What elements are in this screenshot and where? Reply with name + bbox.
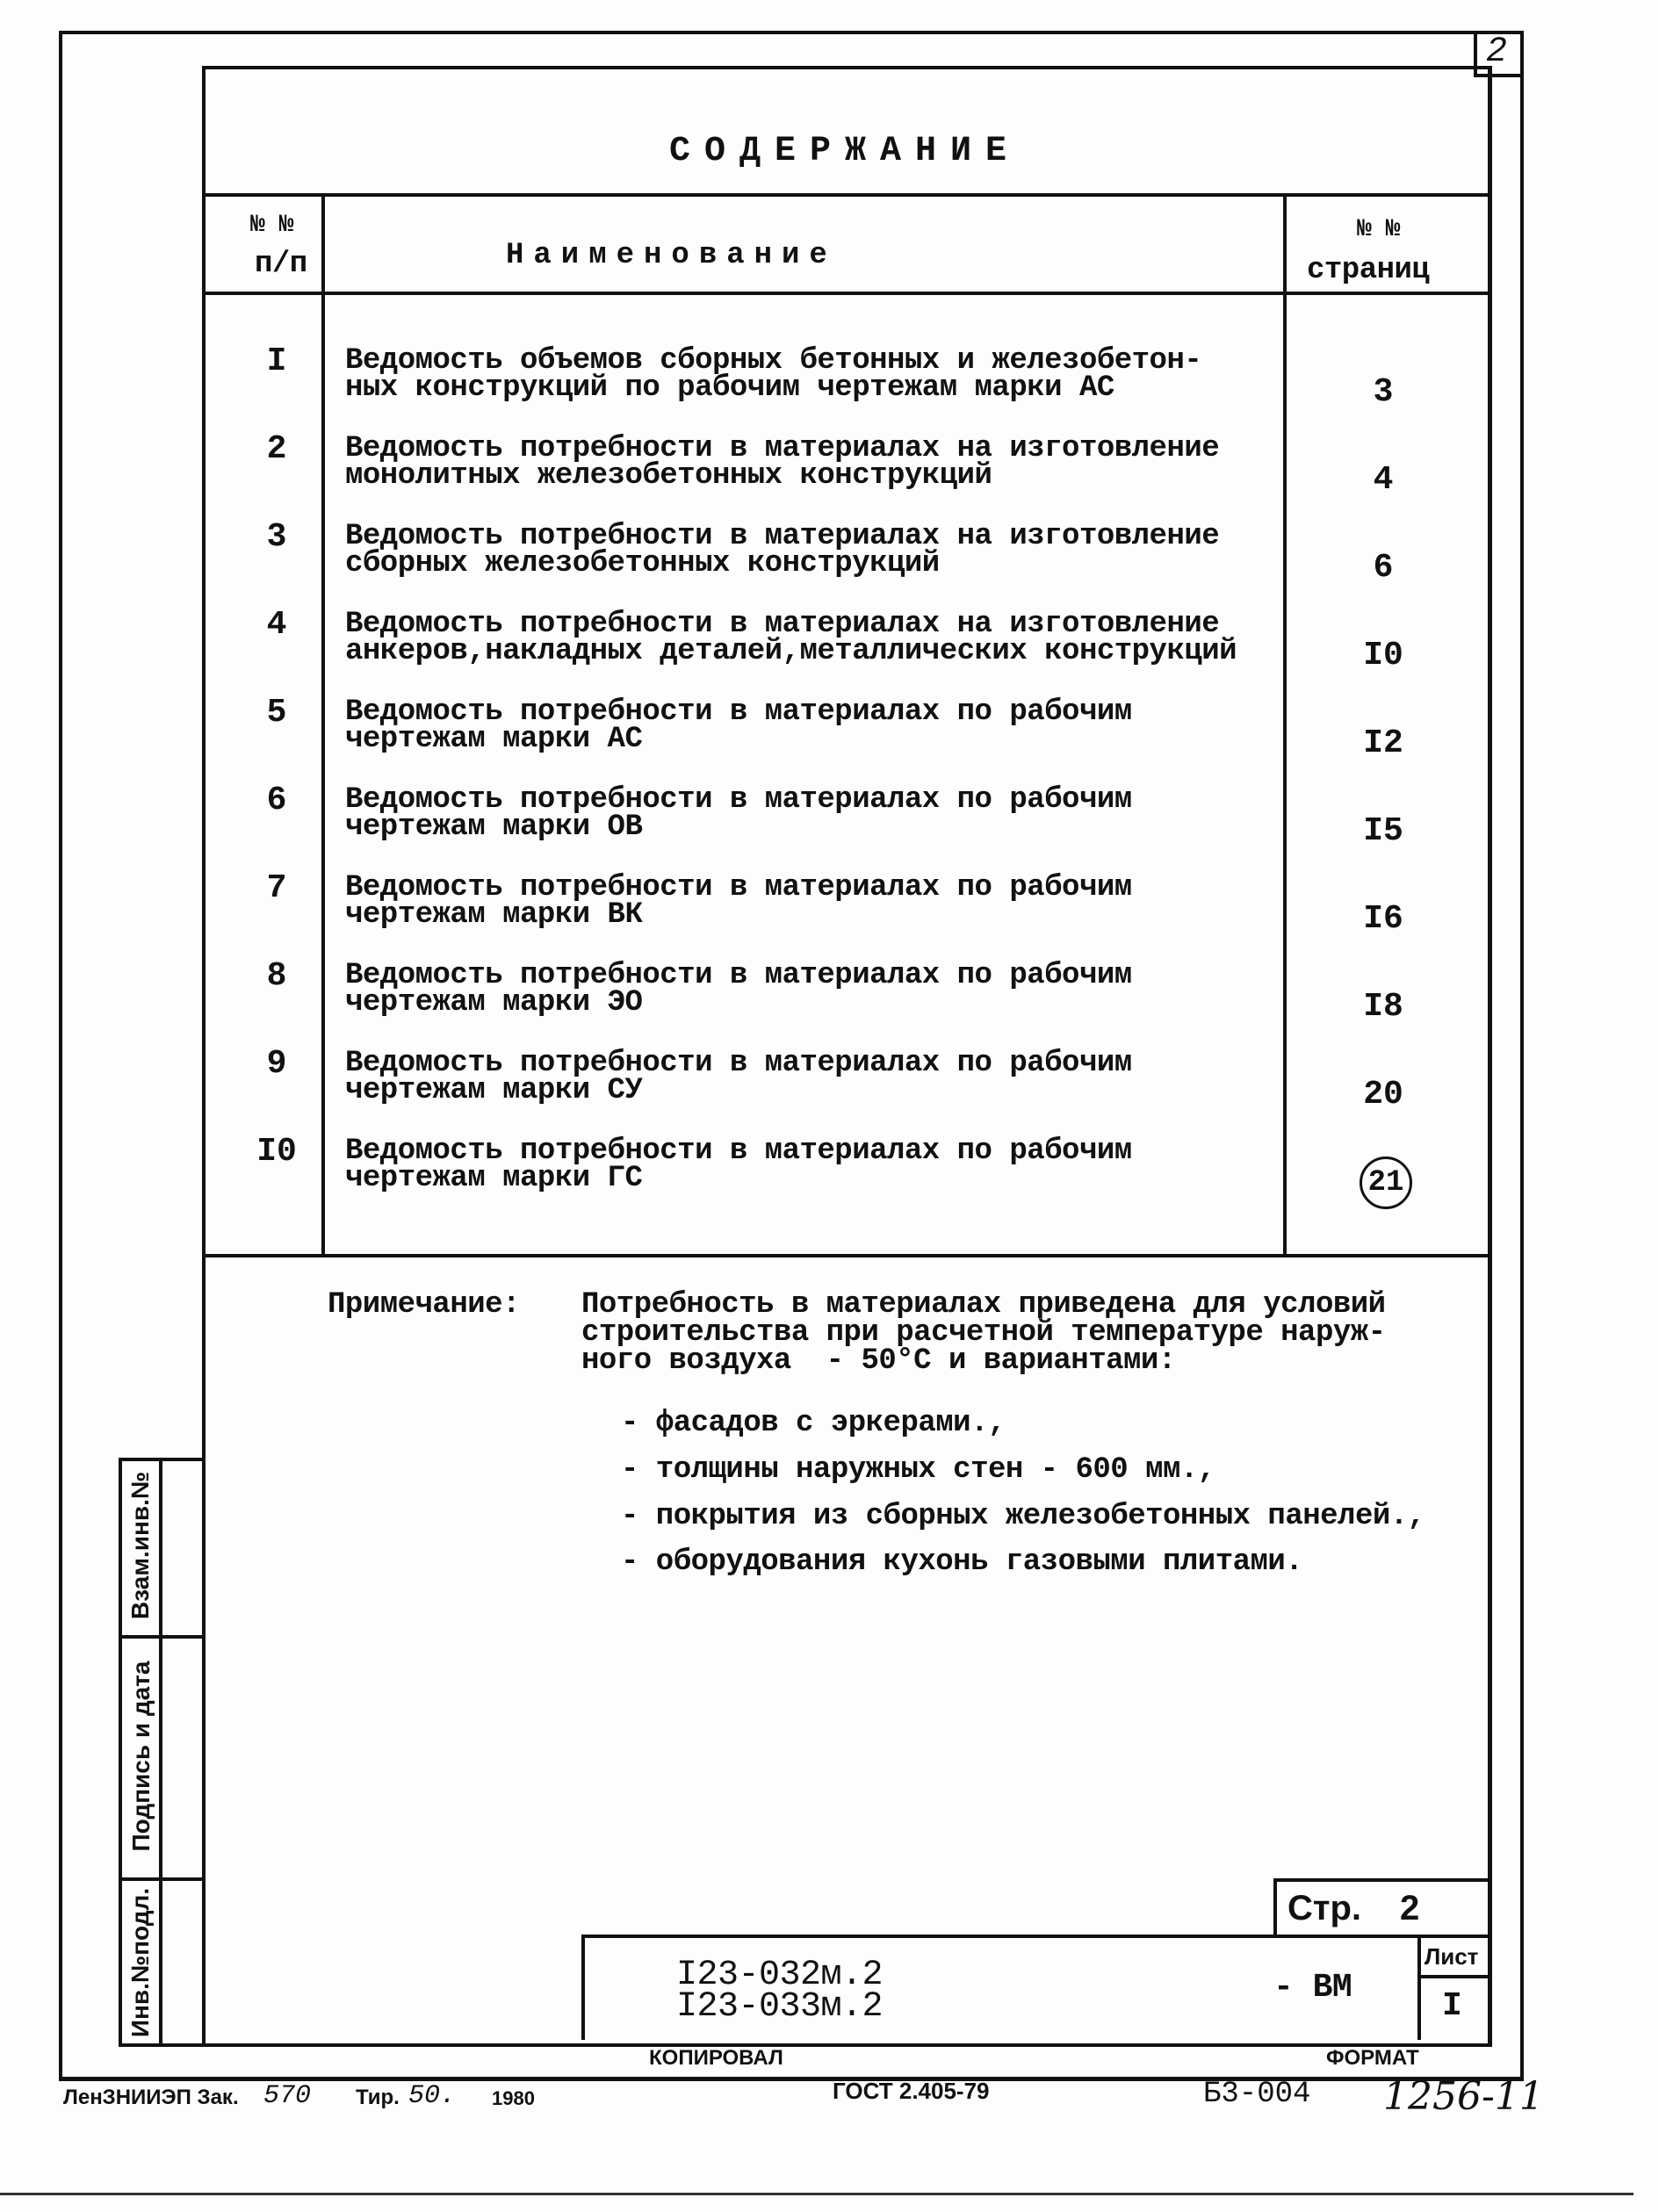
note-line-3: ного воздуха - 50°С и вариантами: — [581, 1344, 1176, 1378]
note-line-1: Потребность в материалах приведена для условий — [581, 1288, 1386, 1322]
header-pages-1: № № — [1357, 216, 1400, 243]
code-line-2: I23-033м.2 — [676, 1987, 884, 2027]
page-value: 2 — [1400, 1889, 1420, 1927]
row-name-line-2: чертежам марки АС — [345, 723, 643, 756]
row-name-line-2: чертежам марки ОВ — [345, 811, 643, 844]
row-page: I8 — [1363, 988, 1403, 1026]
row-name-line-1: Ведомость потребности в материалах на изготовление — [345, 608, 1220, 641]
row-number: 5 — [266, 694, 287, 731]
footer-tir: 50. — [408, 2081, 457, 2111]
table-header-line — [202, 292, 1488, 295]
row-page: I2 — [1363, 724, 1403, 762]
row-name-line-2: чертежам марки СУ — [345, 1074, 643, 1107]
header-num-2: п/п — [255, 248, 307, 281]
row-name-line-1: Ведомость потребности в материалах по рабочим — [345, 783, 1132, 817]
note-label: Примечание: — [328, 1288, 520, 1322]
stamp-podpis: Подпись и дата — [127, 1661, 155, 1852]
footer-copied: КОПИРОВАЛ — [649, 2046, 783, 2070]
row-name-line-2: чертежам марки ВК — [345, 898, 643, 932]
footer-format: ФОРМАТ — [1326, 2046, 1419, 2070]
table-row — [202, 606, 1488, 698]
row-name-line-1: Ведомость потребности в материалах по рабочим — [345, 1047, 1132, 1080]
table-row — [202, 342, 1488, 435]
stamp-vzam: Взам.инв.№ — [126, 1471, 154, 1620]
row-number: 2 — [266, 430, 287, 468]
note-line-2: строительства при расчетной температуре наруж- — [581, 1316, 1386, 1350]
row-name-line-2: чертежам марки ЭО — [345, 986, 643, 1020]
bottom-scan-line — [0, 2193, 1634, 2195]
footer-handwritten: 1256-11 — [1383, 2074, 1544, 2119]
footer-order: 570 — [263, 2081, 312, 2111]
row-page: 4 — [1373, 461, 1394, 499]
row-name-line-1: Ведомость потребности в материалах на изготовление — [345, 520, 1220, 553]
footer-form: Б3-004 — [1203, 2078, 1311, 2111]
header-pages-2: страниц — [1307, 254, 1430, 287]
page-number-box — [1273, 1878, 1491, 1938]
table-row — [202, 694, 1488, 786]
row-page: 21 — [1360, 1156, 1412, 1209]
note-bullet-3: - покрытия из сборных железобетонных панелей., — [621, 1500, 1425, 1533]
row-page: 20 — [1363, 1076, 1403, 1113]
row-number: 4 — [266, 606, 287, 644]
row-number: 6 — [266, 782, 287, 819]
row-number: 3 — [266, 518, 287, 556]
title-block — [581, 1935, 1491, 2040]
row-name-line-1: Ведомость потребности в материалах по рабочим — [345, 695, 1132, 729]
sheet-value: I — [1442, 1987, 1462, 2025]
row-number: 9 — [266, 1045, 287, 1083]
table-row — [202, 869, 1488, 962]
row-number: 8 — [266, 957, 287, 995]
header-num-1: № № — [250, 212, 293, 239]
note-bullet-4: - оборудования кухонь газовыми плитами. — [621, 1546, 1303, 1579]
row-name-line-2: сборных железобетонных конструкций — [345, 547, 940, 580]
note-bullet-1: - фасадов с эркерами., — [621, 1407, 1006, 1440]
row-name-line-1: Ведомость объемов сборных бетонных и железобетон- — [345, 344, 1202, 378]
row-name-line-2: монолитных железобетонных конструкций — [345, 459, 992, 493]
row-number: I — [266, 342, 287, 380]
row-page: 3 — [1373, 373, 1394, 411]
note-bullet-2: - толщины наружных стен - 600 мм., — [621, 1453, 1215, 1487]
stamp-inv-podl: Инв.№подл. — [126, 1887, 154, 2038]
side-stamp — [119, 1458, 206, 2047]
code-line-1: I23-032м.2 — [676, 1956, 884, 1995]
table-row — [202, 1045, 1488, 1137]
table-row — [202, 1133, 1488, 1225]
row-name-line-1: Ведомость потребности в материалах по рабочим — [345, 1135, 1132, 1168]
row-name-line-1: Ведомость потребности в материалах на изготовление — [345, 432, 1220, 465]
table-row — [202, 782, 1488, 874]
sheet-label: Лист — [1425, 1943, 1479, 1970]
footer-year: 1980 — [492, 2087, 535, 2109]
row-name-line-2: анкеров,накладных деталей,металлических конструкций — [345, 635, 1237, 668]
row-page: 6 — [1373, 549, 1394, 587]
sheet-corner-number: 2 — [1486, 32, 1508, 72]
row-page: I0 — [1363, 637, 1403, 674]
footer-org: ЛенЗНИИЭП Зак. — [63, 2086, 239, 2109]
code-suffix: - ВМ — [1273, 1969, 1352, 2007]
header-name: Наименование — [506, 239, 837, 272]
row-name-line-2: чертежам марки ГС — [345, 1162, 643, 1195]
page-title: СОДЕРЖАНИЕ — [668, 132, 1021, 171]
table-top-line — [202, 193, 1488, 197]
row-number: I0 — [256, 1133, 297, 1171]
row-name-line-2: ных конструкций по рабочим чертежам марки АС — [345, 371, 1114, 405]
table-bottom-line — [202, 1254, 1488, 1257]
table-row — [202, 957, 1488, 1049]
row-page: I6 — [1363, 900, 1403, 938]
table-row — [202, 518, 1488, 610]
row-page: I5 — [1363, 812, 1403, 850]
row-name-line-1: Ведомость потребности в материалах по рабочим — [345, 871, 1132, 904]
table-row — [202, 430, 1488, 522]
footer-tir-label: Тир. — [356, 2086, 400, 2109]
row-number: 7 — [266, 869, 287, 907]
footer-gost: ГОСТ 2.405-79 — [833, 2078, 990, 2104]
page-label: Стр. — [1288, 1889, 1362, 1927]
row-name-line-1: Ведомость потребности в материалах по рабочим — [345, 959, 1132, 992]
